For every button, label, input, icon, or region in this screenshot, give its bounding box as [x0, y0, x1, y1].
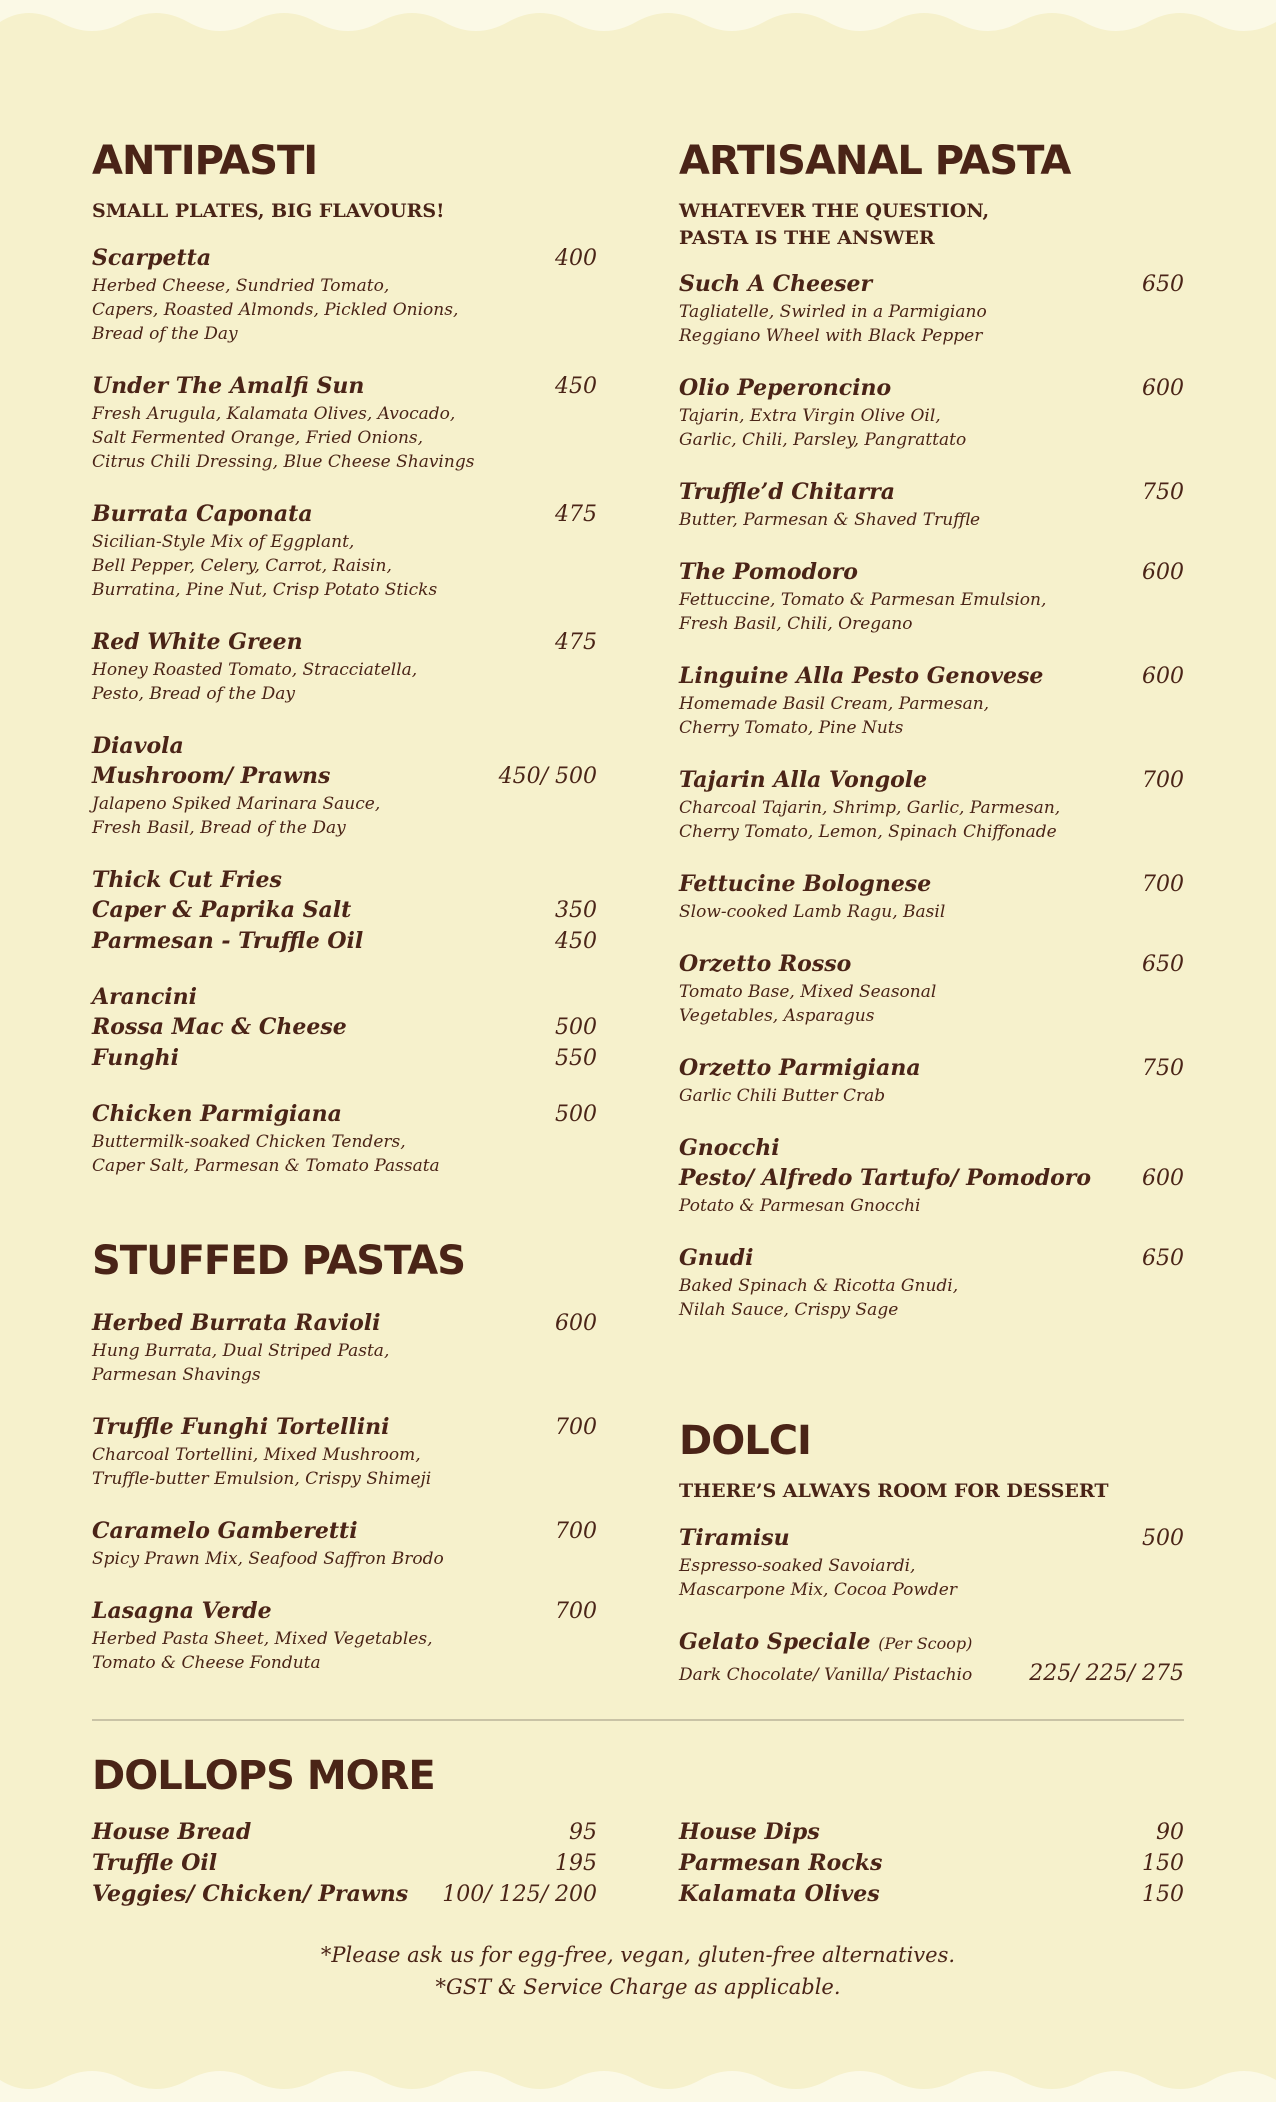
- item-name: Chicken Parmigiana: [92, 1100, 342, 1127]
- menu-item-arancini: [92, 982, 597, 1074]
- item-name: Thick Cut Fries: [92, 866, 282, 893]
- dollops-list-left: [92, 1817, 597, 1910]
- item-price: 600: [1142, 664, 1184, 690]
- item-description: Hung Burrata, Dual Striped Pasta, Parmesan Shavings: [92, 1341, 390, 1385]
- item-option: Funghi: [92, 1044, 179, 1071]
- item-description: Tomato Base, Mixed Seasonal Vegetables, Asparagus: [679, 982, 937, 1027]
- item-price: 750: [1142, 1056, 1184, 1082]
- antipasti-section: [92, 140, 597, 1203]
- item-variant: Mushroom/ Prawns: [92, 762, 331, 789]
- section-subtitle-dolci: THERE’S ALWAYS ROOM FOR DESSERT: [679, 1480, 1109, 1502]
- section-title-antipasti: ANTIPASTI: [92, 138, 318, 184]
- item-price: 600: [1142, 560, 1184, 586]
- item-name: Truffle Oil: [92, 1850, 218, 1876]
- item-name: Burrata Caponata: [92, 500, 313, 527]
- item-price: 95: [569, 1820, 597, 1845]
- menu-item: [92, 1516, 597, 1571]
- menu-item-fries: [92, 865, 597, 957]
- top-wave-border: [0, 0, 1276, 40]
- list-item: [679, 1848, 1184, 1879]
- item-price: 225/ 225/ 275: [1029, 1660, 1184, 1686]
- item-name: Orzetto Parmigiana: [679, 1055, 921, 1082]
- item-name: Kalamata Olives: [679, 1881, 880, 1907]
- menu-item: [92, 1099, 597, 1178]
- bottom-wave-border: [0, 2062, 1276, 2102]
- item-description: Espresso-soaked Savoiardi, Mascarpone Mix, Cocoa Powder: [679, 1555, 957, 1600]
- stuffed-pastas-section: [92, 1240, 597, 1700]
- menu-item: [679, 949, 1184, 1028]
- item-price: 700: [555, 1519, 597, 1544]
- section-title-pasta: ARTISANAL PASTA: [679, 138, 1071, 184]
- menu-item: [679, 269, 1184, 348]
- footer-notes: [0, 1939, 1276, 2003]
- item-price: 600: [1142, 376, 1184, 402]
- menu-item: [679, 373, 1184, 452]
- menu-item: [679, 765, 1184, 844]
- item-name: Truffle Funghi Tortellini: [92, 1414, 390, 1440]
- item-name: Linguine Alla Pesto Genovese: [679, 663, 1044, 690]
- list-item: [92, 1848, 597, 1879]
- item-price: 450/ 500: [498, 763, 597, 789]
- item-price: 650: [1142, 272, 1184, 298]
- item-description: Charcoal Tortellini, Mixed Mushroom, Truffle-butter Emulsion, Crispy Shimeji: [92, 1445, 432, 1489]
- list-item: [679, 1879, 1184, 1910]
- item-name: Truffle’d Chitarra: [679, 479, 895, 506]
- menu-item: [92, 627, 597, 706]
- item-description: Honey Roasted Tomato, Stracciatella, Pesto, Bread of the Day: [92, 659, 418, 704]
- item-name: Scarpetta: [92, 244, 212, 271]
- item-name: Parmesan Rocks: [679, 1850, 883, 1876]
- item-name: Gnudi: [679, 1245, 754, 1272]
- menu-item: [679, 557, 1184, 636]
- note-charges: *GST & Service Charge as applicable.: [435, 1975, 841, 1999]
- menu-item: [92, 371, 597, 474]
- menu-item: [679, 1053, 1184, 1108]
- list-item: [679, 1817, 1184, 1848]
- menu-item-diavola: [92, 731, 597, 840]
- item-description: Slow-cooked Lamb Ragu, Basil: [679, 902, 946, 923]
- item-price: 500: [555, 1101, 597, 1127]
- dollops-list-right: [679, 1817, 1184, 1910]
- item-description: Fresh Arugula, Kalamata Olives, Avocado, Salt Fermented Orange, Fried Onions, Citrus Chili Dressing, Blue Cheese Shavings: [92, 403, 475, 472]
- item-name: Olio Peperoncino: [679, 375, 892, 402]
- item-name: Diavola: [92, 732, 184, 759]
- list-item: [92, 1817, 597, 1848]
- item-name: Lasagna Verde: [92, 1598, 272, 1624]
- item-price: 350: [555, 897, 597, 923]
- item-price: 475: [555, 501, 597, 527]
- item-note: (Per Scoop): [878, 1633, 973, 1653]
- item-description: Spicy Prawn Mix, Seafood Saffron Brodo: [92, 1549, 444, 1569]
- item-price: 700: [1142, 768, 1184, 794]
- item-name: Red White Green: [92, 628, 303, 655]
- item-price: 150: [1142, 1851, 1184, 1876]
- artisanal-pasta-section: [679, 140, 1184, 1347]
- note-dietary: *Please ask us for egg-free, vegan, gluten-free alternatives.: [320, 1943, 956, 1967]
- item-description: Garlic Chili Butter Crab: [679, 1086, 886, 1107]
- item-description: Tagliatelle, Swirled in a Parmigiano Reggiano Wheel with Black Pepper: [679, 302, 987, 347]
- item-name: House Bread: [92, 1819, 252, 1845]
- item-description: Herbed Cheese, Sundried Tomato, Capers, Roasted Almonds, Pickled Onions, Bread of the Day: [92, 275, 459, 344]
- item-price: 650: [1142, 952, 1184, 978]
- item-name: Orzetto Rosso: [679, 951, 852, 978]
- menu-item: [679, 661, 1184, 740]
- item-price: 150: [1142, 1882, 1184, 1907]
- item-name: Tajarin Alla Vongole: [679, 767, 928, 794]
- item-name: Tiramisu: [679, 1524, 790, 1551]
- item-name: Under The Amalfi Sun: [92, 372, 365, 399]
- section-subtitle-pasta: WHATEVER THE QUESTION, PASTA IS THE ANSWER: [679, 200, 990, 249]
- item-price: 650: [1142, 1246, 1184, 1272]
- section-title-dolci: DOLCI: [679, 1418, 811, 1464]
- item-price: 700: [1142, 872, 1184, 898]
- item-price: 450: [555, 373, 597, 399]
- item-name: House Dips: [679, 1819, 820, 1845]
- item-name: Gnocchi: [679, 1135, 780, 1162]
- item-description: Sicilian-Style Mix of Eggplant, Bell Pepper, Celery, Carrot, Raisin, Burratina, Pine Nut, Crisp Potato Sticks: [92, 531, 438, 600]
- section-divider: [92, 1719, 1184, 1721]
- item-description: Potato & Parmesan Gnocchi: [679, 1196, 921, 1217]
- menu-item: [679, 869, 1184, 924]
- item-name: Gelato Speciale: [679, 1628, 871, 1655]
- menu-item: [92, 1412, 597, 1491]
- item-description: Butter, Parmesan & Shaved Truffle: [679, 510, 981, 531]
- item-price: 100/ 125/ 200: [442, 1882, 597, 1907]
- item-price: 500: [1142, 1525, 1184, 1551]
- menu-item-gelato: [679, 1627, 1184, 1689]
- item-name: Such A Cheeser: [679, 271, 873, 298]
- menu-item: [92, 1308, 597, 1387]
- item-variant: Pesto/ Alfredo Tartufo/ Pomodoro: [679, 1165, 1092, 1192]
- item-price: 400: [555, 245, 597, 271]
- list-item: [92, 1879, 597, 1910]
- item-name: Caramelo Gamberetti: [92, 1518, 358, 1544]
- item-price: 500: [555, 1014, 597, 1040]
- menu-item: [92, 243, 597, 346]
- menu-item: [679, 477, 1184, 532]
- item-price: 750: [1142, 480, 1184, 506]
- item-price: 550: [555, 1045, 597, 1071]
- section-title-stuffed: STUFFED PASTAS: [92, 1238, 466, 1284]
- item-description: Baked Spinach & Ricotta Gnudi, Nilah Sauce, Crispy Sage: [679, 1276, 959, 1321]
- menu-item: [679, 1523, 1184, 1602]
- item-description: Jalapeno Spiked Marinara Sauce, Fresh Basil, Bread of the Day: [92, 793, 381, 838]
- item-price: 475: [555, 629, 597, 655]
- menu-item: [92, 499, 597, 602]
- item-option: Parmesan - Truffle Oil: [92, 927, 364, 954]
- section-subtitle-antipasti: SMALL PLATES, BIG FLAVOURS!: [92, 200, 445, 222]
- item-price: 450: [555, 928, 597, 954]
- item-price: 195: [555, 1851, 597, 1876]
- item-option: Rossa Mac & Cheese: [92, 1013, 347, 1040]
- item-price: 600: [1142, 1166, 1184, 1192]
- item-description: Charcoal Tajarin, Shrimp, Garlic, Parmesan, Cherry Tomato, Lemon, Spinach Chiffonade: [679, 798, 1061, 843]
- section-title-dollops: DOLLOPS MORE: [92, 1753, 435, 1799]
- item-name: Herbed Burrata Ravioli: [92, 1310, 381, 1336]
- item-description: Dark Chocolate/ Vanilla/ Pistachio: [679, 1664, 973, 1685]
- menu-item: [92, 1596, 597, 1675]
- item-description: Herbed Pasta Sheet, Mixed Vegetables, Tomato & Cheese Fonduta: [92, 1629, 433, 1673]
- item-price: 700: [555, 1599, 597, 1624]
- item-price: 90: [1156, 1820, 1184, 1845]
- item-name: Veggies/ Chicken/ Prawns: [92, 1881, 409, 1907]
- item-name: The Pomodoro: [679, 559, 858, 586]
- item-option: Caper & Paprika Salt: [92, 896, 352, 923]
- item-description: Tajarin, Extra Virgin Olive Oil, Garlic, Chili, Parsley, Pangrattato: [679, 406, 967, 451]
- item-name: Arancini: [92, 983, 198, 1010]
- item-description: Buttermilk-soaked Chicken Tenders, Caper Salt, Parmesan & Tomato Passata: [92, 1131, 440, 1176]
- item-description: Fettuccine, Tomato & Parmesan Emulsion, Fresh Basil, Chili, Oregano: [679, 590, 1047, 635]
- dolci-section: [679, 1420, 1184, 1714]
- menu-item-gnocchi: [679, 1133, 1184, 1218]
- item-name: Fettucine Bolognese: [679, 871, 932, 898]
- item-price: 600: [555, 1311, 597, 1336]
- item-price: 700: [555, 1415, 597, 1440]
- item-description: Homemade Basil Cream, Parmesan, Cherry Tomato, Pine Nuts: [679, 694, 990, 739]
- menu-item: [679, 1243, 1184, 1322]
